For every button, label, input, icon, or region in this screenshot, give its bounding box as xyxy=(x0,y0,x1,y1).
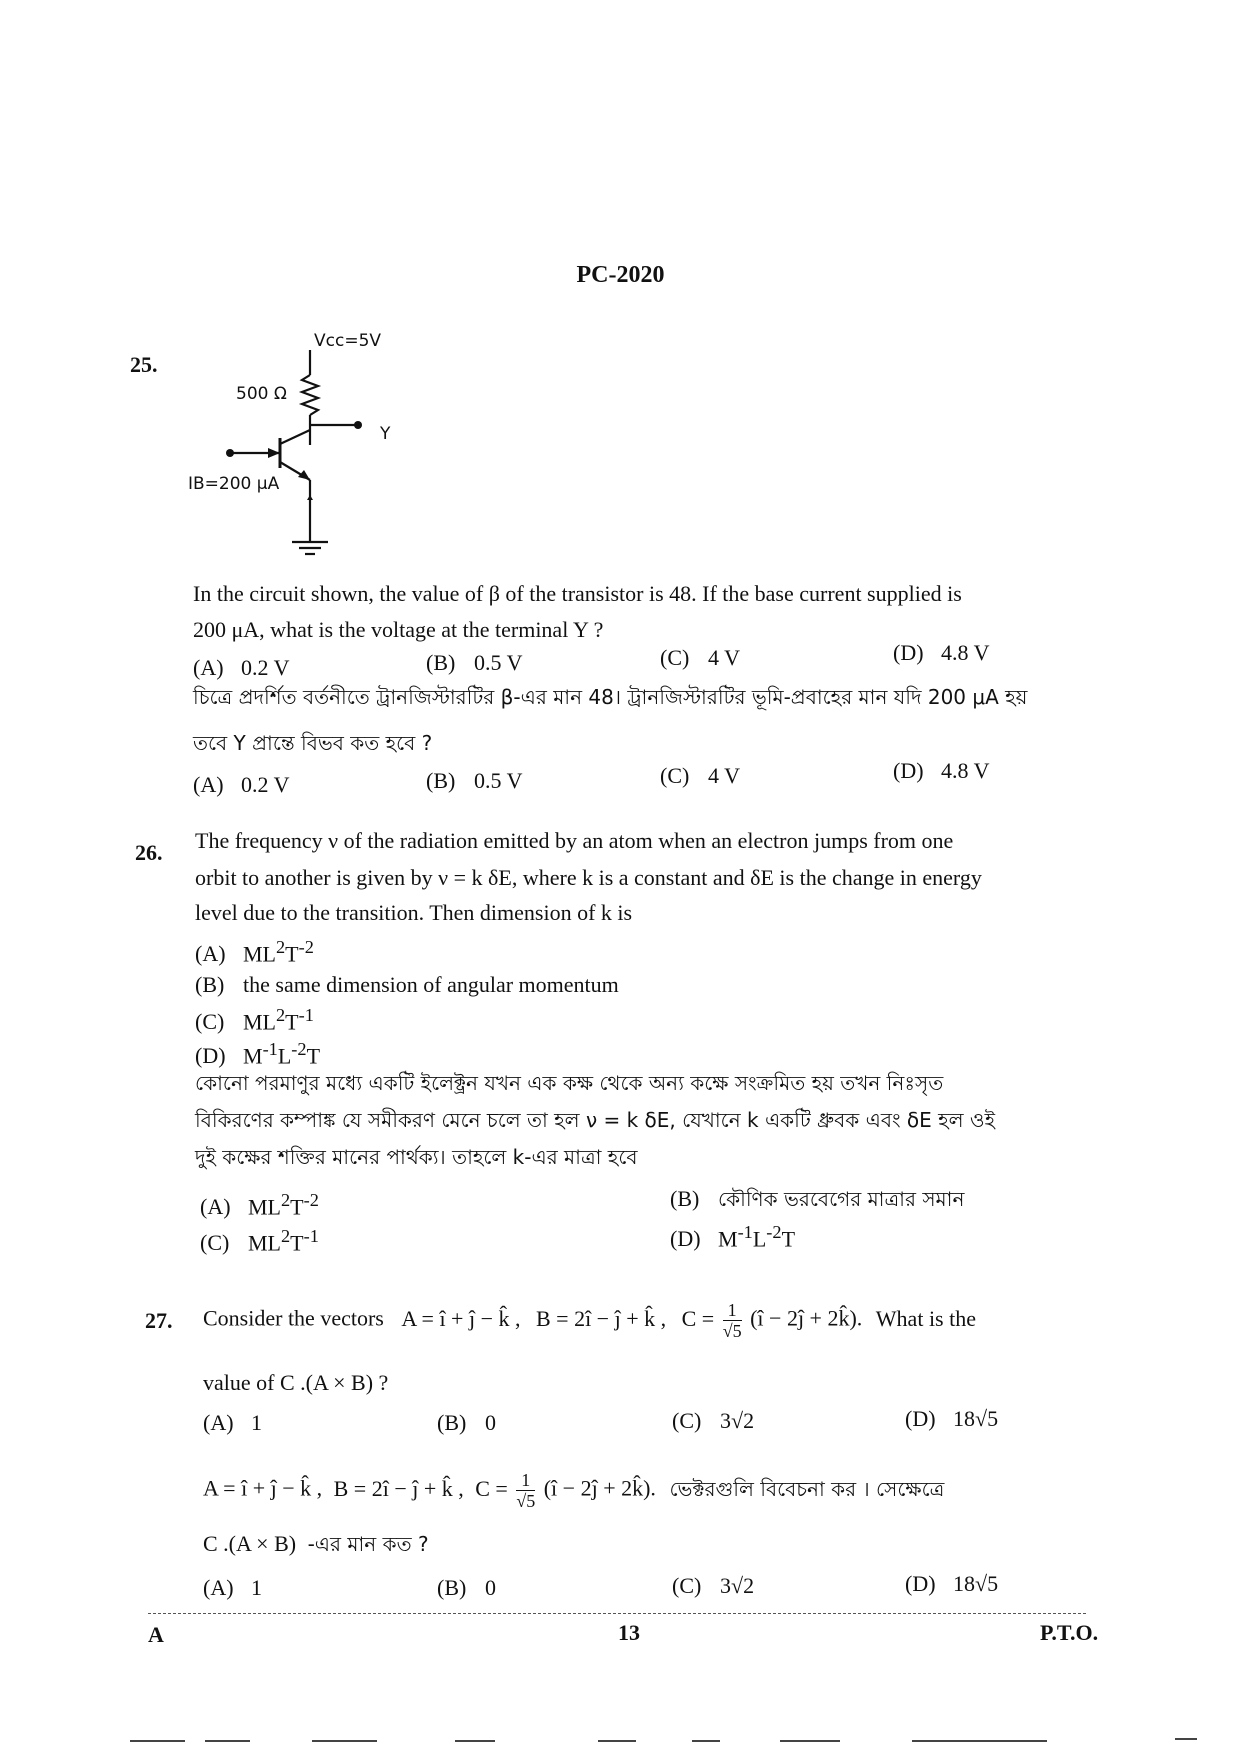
q25-bn-option-a: (A) 0.2 V xyxy=(193,772,290,797)
q25-en-option-c: (C) 4 V xyxy=(660,645,740,670)
emitter-arrow xyxy=(298,470,310,480)
vcc-label: Vᴄᴄ=5V xyxy=(314,331,382,351)
q25-en-line-1: In the circuit shown, the value of β of the transistor is 48. If the base current supplied is xyxy=(193,581,962,606)
please-turn-over: P.T.O. xyxy=(1040,1620,1099,1645)
q26-bn-option-b: (B) কৌণিক ভরবেগের মাত্রার সমান xyxy=(670,1186,965,1211)
q27-bn-option-a: (A) 1 xyxy=(203,1575,262,1600)
question-number-26: 26. xyxy=(135,840,163,865)
q25-en-option-b: (B) 0.5 V xyxy=(426,650,523,675)
q27-bn-line-2 xyxy=(203,1530,429,1563)
q26-en-line-1: The frequency ν of the radiation emitted by an atom when an electron jumps from one xyxy=(195,828,954,853)
q27-bn-tail: ভেক্টরগুলি বিবেচনা কর । সেক্ষেত্রে xyxy=(669,1476,945,1501)
scan-mark xyxy=(455,1740,495,1742)
scan-mark xyxy=(598,1740,636,1742)
scan-mark xyxy=(692,1740,720,1742)
q26-en-option-a: (A) $ML^2T^{-2}$ xyxy=(195,937,314,967)
base-terminal-dot xyxy=(226,449,234,457)
q27-en-option-d: (D) 18√5 xyxy=(905,1406,999,1431)
q27-bn-option-b: (B) 0 xyxy=(437,1575,496,1600)
q26-bn-line-2: বিকিরণের কম্পাঙ্ক যে সমীকরণ মেনে চলে তা হল ν = k δE, যেখানে k একটি ধ্রুবক এবং δE হল ওই xyxy=(195,1108,996,1132)
paper-code: PC-2020 xyxy=(576,262,665,288)
q26-en-option-d: (D) $M^{-1}L^{-2}T$ xyxy=(195,1039,321,1069)
q27-bn-option-d: (D) 18√5 xyxy=(905,1571,999,1596)
q26-bn-line-1: কোনো পরমাণুর মধ্যে একটি ইলেক্ট্রন যখন এক কক্ষ থেকে অন্য কক্ষে সংক্রমিত হয় তখন নিঃসৃত xyxy=(195,1071,944,1095)
transistor-circuit-diagram xyxy=(180,330,420,570)
scan-mark xyxy=(1175,1738,1197,1740)
base-current-label: IB=200 μA xyxy=(188,474,280,494)
resistor-symbol xyxy=(302,375,318,415)
vector-a: A = î + ĵ − k̂ , xyxy=(401,1305,521,1331)
output-label: Y xyxy=(380,424,391,444)
emitter-indicator xyxy=(307,495,313,500)
q26-en-option-c: (C) $ML^2T^{-1}$ xyxy=(195,1005,314,1035)
fraction-one-over-root-five: $\frac{1}{√5}$ xyxy=(722,1300,742,1341)
q27-bn-math: C .(A × B) xyxy=(203,1531,297,1556)
q27-en-line-2: value of C .(A × B) ? xyxy=(203,1370,389,1395)
base-arrow xyxy=(268,448,280,458)
vector-c-label-bn: C = xyxy=(475,1475,508,1501)
q25-en-option-d: (D) 4.8 V xyxy=(893,640,990,665)
q25-bn-option-d: (D) 4.8 V xyxy=(893,758,990,783)
q26-bn-option-c: (C) $ML^2T^{-1}$ xyxy=(200,1226,319,1256)
resistor-label: 500 Ω xyxy=(236,384,287,404)
q26-bn-line-3: দুই কক্ষের শক্তির মানের পার্থক্য। তাহলে k-এর মাত্রা হবে xyxy=(195,1145,638,1169)
q27-bn-option-c: (C) 3√2 xyxy=(672,1573,755,1598)
vector-c-label: C = xyxy=(681,1305,715,1331)
q26-bn-option-d: (D) $M^{-1}L^{-2}T$ xyxy=(670,1222,796,1252)
output-terminal-dot xyxy=(354,421,362,429)
vector-a-bn: A = î + ĵ − k̂ , xyxy=(203,1475,323,1501)
scan-mark xyxy=(312,1740,377,1742)
scan-mark xyxy=(130,1740,185,1742)
q27-en-option-c: (C) 3√2 xyxy=(672,1408,755,1433)
q26-bn-option-a: (A) $ML^2T^{-2}$ xyxy=(200,1190,319,1220)
q27-en-intro: Consider the vectors xyxy=(203,1305,384,1331)
question-number-25: 25. xyxy=(130,352,158,377)
q25-en-option-a: (A) 0.2 V xyxy=(193,655,290,680)
fraction-one-over-root-five-bn: $\frac{1}{√5}$ xyxy=(516,1470,536,1511)
q25-bn-option-b: (B) 0.5 V xyxy=(426,768,523,793)
vector-b-bn: B = 2î − ĵ + k̂ , xyxy=(333,1475,464,1501)
q25-bn-line-2: তবে Y প্রান্তে বিভব কত হবে ? xyxy=(193,731,433,755)
q27-bn-question: -এর মান কত ? xyxy=(307,1532,429,1556)
question-number-27: 27. xyxy=(145,1308,173,1333)
q27-bn-line-1 xyxy=(203,1470,944,1511)
q26-en-option-b: (B) the same dimension of angular momentum xyxy=(195,972,619,997)
q25-bn-option-c: (C) 4 V xyxy=(660,763,740,788)
q25-en-line-2: 200 μA, what is the voltage at the terminal Y ? xyxy=(193,617,604,642)
page-number: 13 xyxy=(618,1620,640,1645)
scan-mark xyxy=(205,1740,250,1742)
q27-en-option-a: (A) 1 xyxy=(203,1410,262,1435)
q27-en-option-b: (B) 0 xyxy=(437,1410,496,1435)
vector-c-components: (î − 2ĵ + 2k̂). xyxy=(750,1305,863,1331)
vector-b: B = 2î − ĵ + k̂ , xyxy=(535,1305,667,1331)
scan-mark xyxy=(780,1740,840,1742)
q25-bn-line-1: চিত্রে প্রদর্শিত বর্তনীতে ট্রানজিস্টারটির β-এর মান 48। ট্রানজিস্টারটির ভূমি-প্রবাহের মান যদি 200 μA হয় xyxy=(193,685,1028,709)
q26-en-line-2: orbit to another is given by ν = k δE, where k is a constant and δE is the change in energy xyxy=(195,865,982,890)
footer-rule xyxy=(148,1613,1086,1614)
footer-set-letter: A xyxy=(148,1622,164,1647)
q27-en-tail: What is the xyxy=(875,1305,976,1331)
scan-mark xyxy=(912,1740,1047,1742)
transistor-collector-lead xyxy=(280,430,310,444)
q26-en-line-3: level due to the transition. Then dimension of k is xyxy=(195,900,633,925)
vector-c-components-bn: (î − 2ĵ + 2k̂). xyxy=(543,1475,656,1501)
q27-en-line-1 xyxy=(203,1300,976,1341)
